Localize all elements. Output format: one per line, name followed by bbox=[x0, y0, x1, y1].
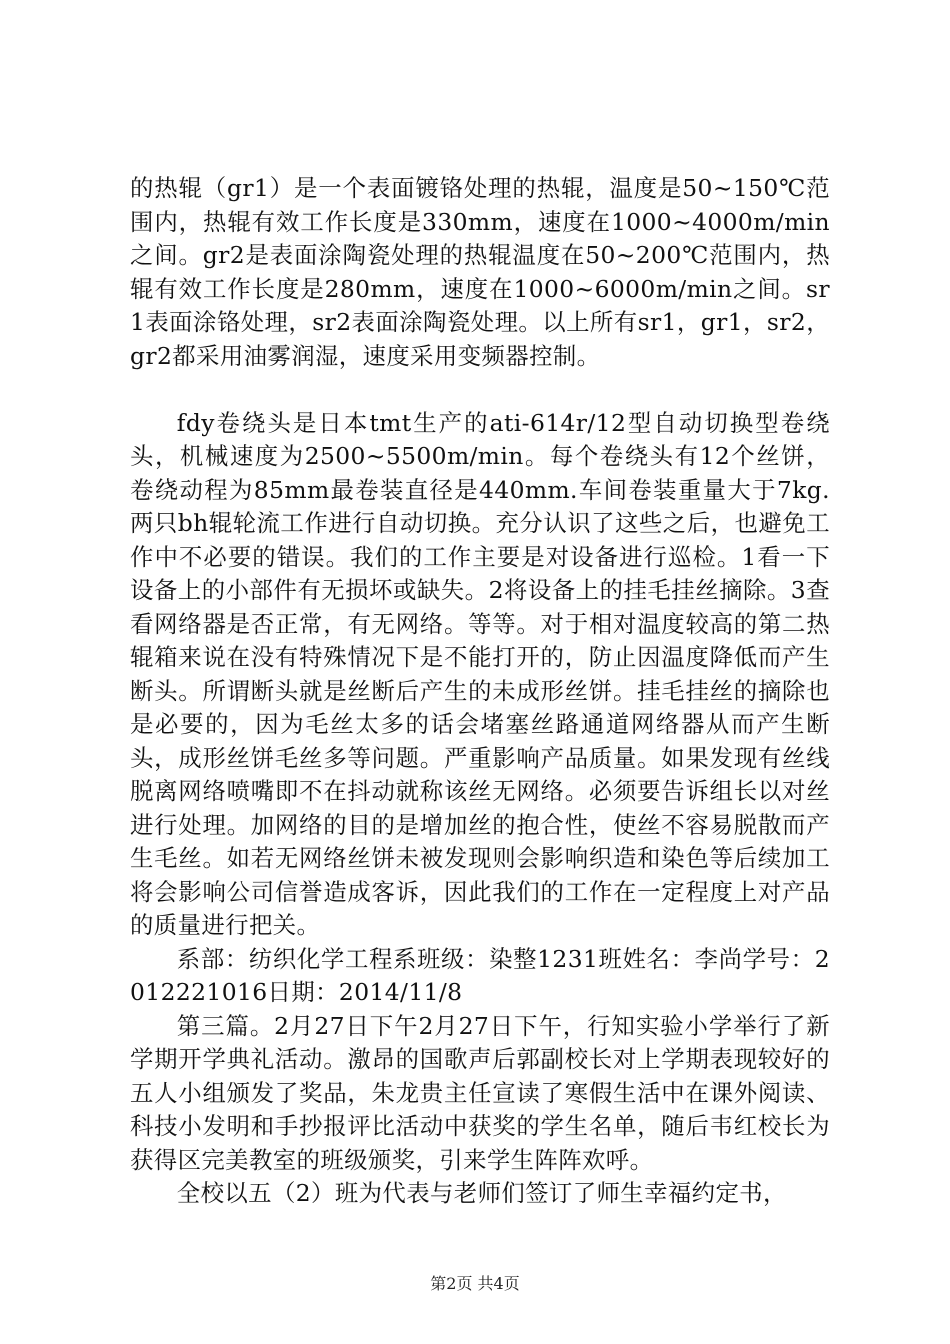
paragraph-student-info: 系部：纺织化学工程系班级：染整1231班姓名：李尚学号：2012221016日期：2014/11/8 bbox=[130, 944, 830, 1006]
paragraph-winder-inspection: fdy卷绕头是日本tmt生产的ati-614r/12型自动切换型卷绕头，机械速度为2500~5500m/min。每个卷绕头有12个丝饼，卷绕动程为85mm最卷装直径是440mm.车间卷装重量大于7kg.两只bh辊轮流工作进行自动切换。充分认识了这些之后，也避免工作中不必要的错误。我们的工作主要是对设备进行巡检。1看一下设备上的小部件有无损坏或缺失。2将设备上的挂毛挂丝摘除。3查看网络器是否正常，有无网络。等等。对于相对温度较高的第二热辊箱来说在没有特殊情况下是不能打开的，防止因温度降低而产生断头。所谓断头就是丝断后产生的未成形丝饼。挂毛挂丝的摘除也是必要的，因为毛丝太多的话会堵塞丝路通道网络器从而产生断头，成形丝饼毛丝多等问题。严重影响产品质量。如果发现有丝线脱离网络喷嘴即不在抖动就称该丝无网络。必须要告诉组长以对丝进行处理。加网络的目的是增加丝的抱合性，使丝不容易脱散而产生毛丝。如若无网络丝饼未被发现则会影响织造和染色等后续加工将会影响公司信誉造成客诉，因此我们的工作在一定程度上对产品的质量进行把关。 bbox=[130, 408, 830, 939]
paragraph-agreement: 全校以五（2）班为代表与老师们签订了师生幸福约定书， bbox=[176, 1179, 787, 1207]
paragraph-school-ceremony: 第三篇。2月27日下午2月27日下午，行知实验小学举行了新学期开学典礼活动。激昂的国歌声后郭副校长对上学期表现较好的五人小组颁发了奖品，朱龙贵主任宣读了寒假生活中在课外阅读、科技小发明和手抄报评比活动中获奖的学生名单，随后韦红校长为获得区完美教室的班级颁奖，引来学生阵阵欢呼。 bbox=[130, 1011, 830, 1174]
document-body bbox=[130, 172, 830, 1211]
paragraph-roller-specs: 的热辊（gr1）是一个表面镀铬处理的热辊，温度是50~150℃范围内，热辊有效工作长度是330mm，速度在1000~4000m/min之间。gr2是表面涂陶瓷处理的热辊温度在50~200℃范围内，热辊有效工作长度是280mm，速度在1000~6000m/min之间。sr1表面涂铬处理，sr2表面涂陶瓷处理。以上所有sr1，gr1，sr2，gr2都采用油雾润湿，速度采用变频器控制。 bbox=[130, 174, 830, 370]
page-number-footer: 第2页 共4页 bbox=[430, 1274, 520, 1293]
